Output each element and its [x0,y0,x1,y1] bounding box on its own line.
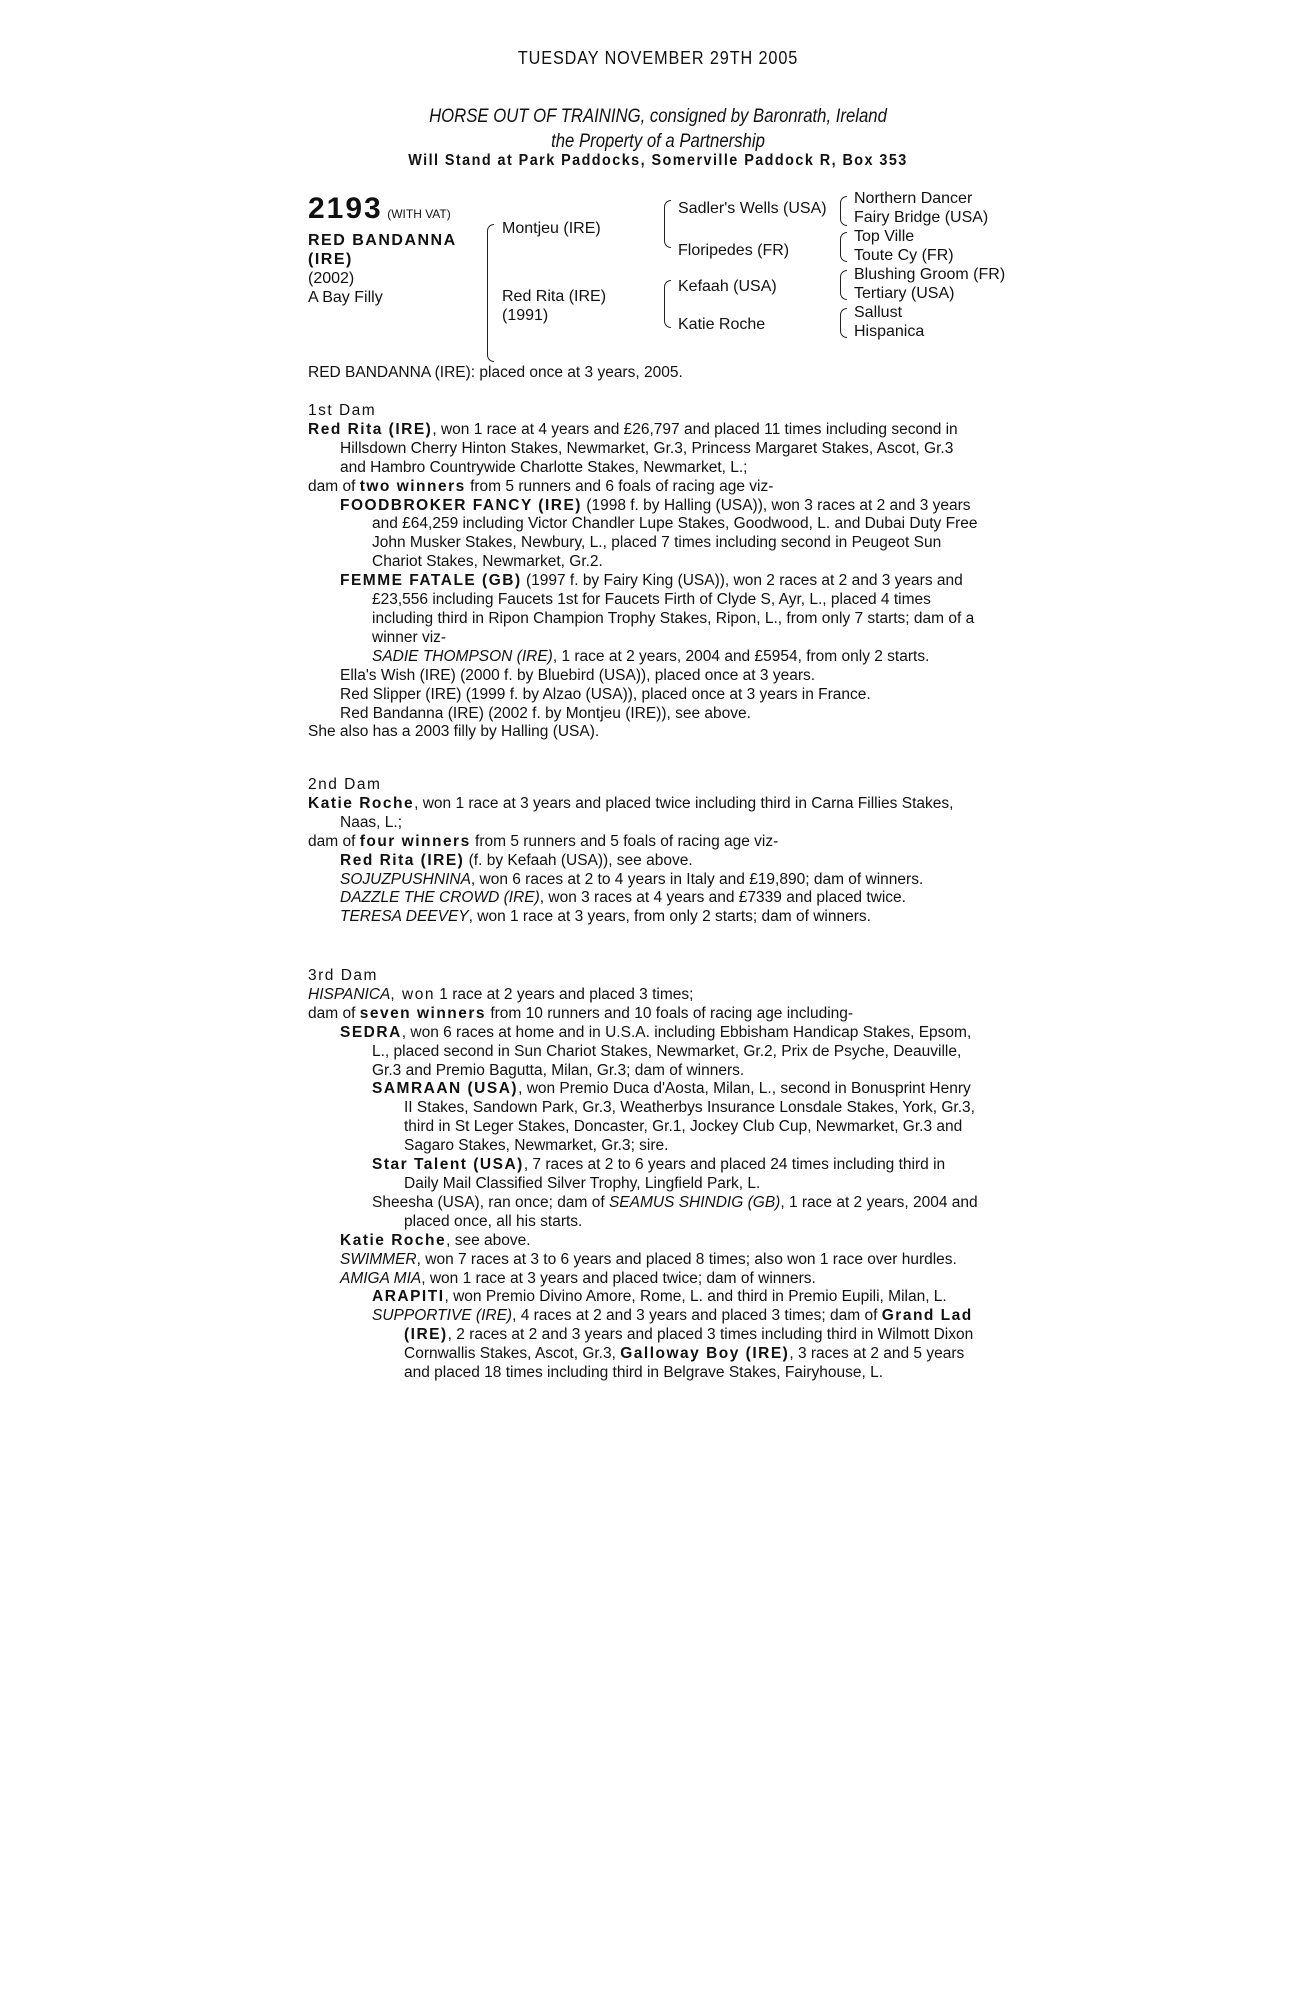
produce-entry: SEDRA, won 6 races at home and in U.S.A. including Ebbisham Handicap Stakes, Epsom, L., placed second in Sun Chariot Stakes, Newmarket, Gr.2, Prix de Psyche, Deauville, Gr.3 and Premio Bagutta, Milan, Gr.3; dam of winners. [340,1023,972,1079]
sd-brace [840,232,847,262]
horse-suffix: (IRE) [308,251,353,268]
ss-dam: Fairy Bridge (USA) [854,209,989,226]
dam-brace [664,280,671,328]
produce-entry: DAZZLE THE CROWD (IRE), won 3 races at 4 years and £7339 and placed twice. [340,889,906,907]
dd-brace [840,308,847,338]
foaling-year: (2002) [308,270,355,287]
dam-sire: Kefaah (USA) [678,278,777,295]
first-dam-record-text: , won 1 race at 4 years and £26,797 and placed 11 times including second in Hillsdown Cherry Hinton Stakes, Newmarket, Gr.3, Princess Margaret Stakes, Ascot, Gr.3 and Hambro Countrywide Charlotte Stakes, Newmarket, L.; [340,420,958,476]
ds-sire: Blushing Groom (FR) [854,266,1006,283]
first-dam-heading: 1st Dam [308,402,377,419]
sire: Montjeu (IRE) [502,220,601,237]
produce-entry: SADIE THOMPSON (IRE), 1 race at 2 years, 2004 and £5954, from only 2 starts. [372,647,930,665]
lot-number-group [308,192,451,226]
produce-entry: Red Rita (IRE) (f. by Kefaah (USA)), see above. [340,851,693,869]
stand-location: Will Stand at Park Paddocks, Somerville Paddock R, Box 353 [408,152,908,169]
first-dam-produce-intro: dam of two winners from 5 runners and 6 foals of racing age viz- [308,477,774,495]
sire-brace [664,200,671,248]
produce-entry: SUPPORTIVE (IRE), 4 races at 2 and 3 years and placed 3 times; dam of Grand Lad (IRE), 2 races at 2 and 3 years and placed 3 times including third in Wilmott Dixon Cornwallis Stakes, Ascot, Gr.3, Galloway Boy (IRE), 3 races at 2 and 5 years and placed 18 times including third in Belgrave Stakes, Fairyhouse, L. [372,1307,974,1382]
second-dam-heading: 2nd Dam [308,776,382,793]
dam-dam: Katie Roche [678,316,766,333]
also-has-note: She also has a 2003 filly by Halling (USA). [308,723,600,741]
ds-brace [840,270,847,300]
sale-date: TUESDAY NOVEMBER 29TH 2005 [517,48,799,68]
produce-entry: SWIMMER, won 7 races at 3 to 6 years and placed 8 times; also won 1 race over hurdles. [340,1250,957,1268]
sire-sire: Sadler's Wells (USA) [678,200,827,217]
produce-entry: ARAPITI, won Premio Divino Amore, Rome, L. and third in Premio Eupili, Milan, L. [372,1288,947,1306]
dd-dam: Hispanica [854,323,925,340]
first-dam-record [308,421,978,478]
third-dam-record: HISPANICA, won 1 race at 2 years and placed 3 times; [308,985,694,1003]
pedigree-block [308,188,1028,358]
first-dam-section [308,402,978,742]
sd-dam: Toute Cy (FR) [854,247,954,264]
ss-brace [840,196,847,226]
produce-entry: TERESA DEEVEY, won 1 race at 3 years, from only 2 starts; dam of winners. [340,908,871,926]
consignor-line: HORSE OUT OF TRAINING, consigned by Baronrath, Ireland [429,106,887,127]
lot-number: 2193 [308,192,383,225]
ss-sire: Northern Dancer [854,190,973,207]
second-dam-produce-intro: dam of four winners from 5 runners and 5 foals of racing age viz- [308,832,779,850]
third-dam-section [308,967,978,1383]
dd-sire: Sallust [854,304,903,321]
consignor-info [350,104,966,154]
produce-entry: SOJUZPUSHNINA, won 6 races at 2 to 4 years in Italy and £19,890; dam of winners. [340,870,924,888]
summary: RED BANDANNA (IRE): placed once at 3 years, 2005. [308,364,683,381]
produce-entry: FOODBROKER FANCY (IRE) (1998 f. by Halling (USA)), won 3 races at 2 and 3 years and £64,259 including Victor Chandler Lupe Stakes, Goodwood, L. and Dubai Duty Free John Musker Stakes, Newbury, L., placed 7 times including second in Peugeot Sun Chariot Stakes, Newmarket, Gr.2. [340,496,978,571]
dam: Red Rita (IRE) [502,288,607,305]
second-dam-record: Katie Roche, won 1 race at 3 years and placed twice including third in Carna Fillies Stakes, Naas, L.; [308,794,954,831]
sire-dam: Floripedes (FR) [678,242,790,259]
produce-entry: Star Talent (USA), 7 races at 2 to 6 years and placed 24 times including third in Daily Mail Classified Silver Trophy, Lingfield Park, L. [372,1156,946,1192]
dam-year: (1991) [502,307,549,324]
third-dam-produce-intro: dam of seven winners from 10 runners and 10 foals of racing age including- [308,1004,854,1022]
produce-entry: Ella's Wish (IRE) (2000 f. by Bluebird (USA)), placed once at 3 years. [340,666,816,684]
second-dam-section [308,776,978,927]
horse-name: RED BANDANNA [308,232,457,249]
horse-description: A Bay Filly [308,289,383,306]
produce-entry: Red Bandanna (IRE) (2002 f. by Montjeu (IRE)), see above. [340,704,751,722]
vat-note: (WITH VAT) [387,207,451,221]
sd-sire: Top Ville [854,228,915,245]
produce-entry: Sheesha (USA), ran once; dam of SEAMUS SHINDIG (GB), 1 race at 2 years, 2004 and placed once, all his starts. [372,1193,978,1230]
ds-dam: Tertiary (USA) [854,285,955,302]
produce-entry: AMIGA MIA, won 1 race at 3 years and placed twice; dam of winners. [340,1269,816,1287]
property-line: the Property of a Partnership [551,131,765,152]
produce-entry: SAMRAAN (USA), won Premio Duca d'Aosta, Milan, L., second in Bonusprint Henry II Stakes, Sandown Park, Gr.3, Weatherbys Insurance Lonsdale Stakes, York, Gr.3, third in St Leger Stakes, Doncaster, Gr.1, Jockey Club Cup, Newmarket, Gr.3 and Sagaro Stakes, Newmarket, Gr.3; sire. [372,1080,975,1155]
produce-entry: Katie Roche, see above. [340,1231,531,1249]
produce-entry: Red Slipper (IRE) (1999 f. by Alzao (USA)), placed once at 3 years in France. [340,685,871,703]
produce-entry: FEMME FATALE (GB) (1997 f. by Fairy King (USA)), won 2 races at 2 and 3 years and £23,556 including Faucets 1st for Faucets Firth of Clyde S, Ayr, L., placed 4 times including third in Ripon Champion Trophy Stakes, Ripon, L., from only 7 starts; dam of a winner viz- [340,572,975,646]
first-dam-name: Red Rita (IRE) [308,420,433,438]
pedigree-brace [487,224,494,362]
third-dam-heading: 3rd Dam [308,967,378,984]
